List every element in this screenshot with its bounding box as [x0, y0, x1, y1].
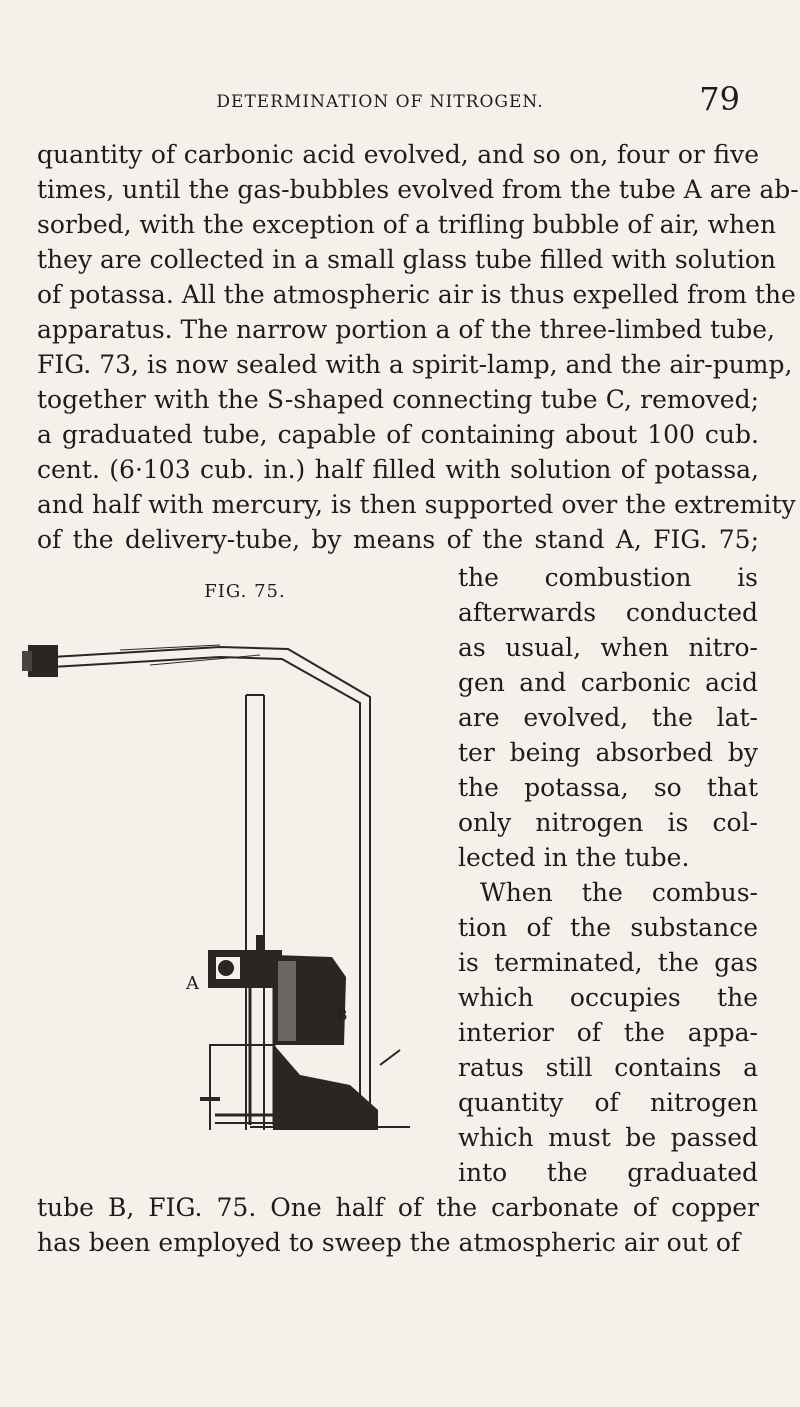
- body-line: has been employed to sweep the atmospheric air out of: [37, 1228, 741, 1257]
- side-line: interior of the appa-: [458, 1018, 758, 1047]
- side-line: ratus still contains a: [458, 1053, 758, 1082]
- body-line: tube B, FIG. 75. One half of the carbonate of copper: [37, 1193, 759, 1222]
- apparatus-illustration: [20, 605, 460, 1130]
- side-line: as usual, when nitro-: [458, 633, 758, 662]
- side-line: lected in the tube.: [458, 843, 690, 872]
- body-line: cent. (6·103 cub. in.) half filled with solution of potassa,: [37, 455, 759, 484]
- body-line: and half with mercury, is then supported over the extremity: [37, 490, 796, 519]
- page-number: 79: [699, 80, 740, 118]
- body-line: they are collected in a small glass tube filled with solution: [37, 245, 776, 274]
- figure-caption: FIG. 75.: [204, 581, 286, 602]
- side-line: which must be passed: [458, 1123, 758, 1152]
- side-line: tion of the substance: [458, 913, 758, 942]
- tube-joint: [28, 645, 58, 677]
- side-line: quantity of nitrogen: [458, 1088, 758, 1117]
- side-line: afterwards conducted: [458, 598, 758, 627]
- body-line: apparatus. The narrow portion a of the three-limbed tube,: [37, 315, 775, 344]
- side-line: is terminated, the gas: [458, 948, 758, 977]
- body-line: times, until the gas-bubbles evolved from the tube A are ab-: [37, 175, 799, 204]
- body-line: a graduated tube, capable of containing about 100 cub.: [37, 420, 759, 449]
- side-line: only nitrogen is col-: [458, 808, 758, 837]
- body-line: quantity of carbonic acid evolved, and so on, four or five: [37, 140, 759, 169]
- side-line: When the combus-: [480, 878, 758, 907]
- label-a: A: [186, 973, 199, 994]
- label-b: B: [337, 1008, 348, 1024]
- side-line: the combustion is: [458, 563, 758, 592]
- side-line: are evolved, the lat-: [458, 703, 758, 732]
- side-line: into the graduated: [458, 1158, 758, 1187]
- side-line: ter being absorbed by: [458, 738, 758, 767]
- body-line: together with the S-shaped connecting tube C, removed;: [37, 385, 759, 414]
- side-line: gen and carbonic acid: [458, 668, 758, 697]
- body-line: sorbed, with the exception of a trifling bubble of air, when: [37, 210, 777, 239]
- running-head: DETERMINATION OF NITROGEN.: [216, 92, 544, 112]
- body-line: of the delivery-tube, by means of the stand A, FIG. 75;: [37, 525, 759, 554]
- body-line: FIG. 73, is now sealed with a spirit-lamp, and the air-pump,: [37, 350, 793, 379]
- side-line: which occupies the: [458, 983, 758, 1012]
- side-line: the potassa, so that: [458, 773, 758, 802]
- body-line: of potassa. All the atmospheric air is thus expelled from the: [37, 280, 796, 309]
